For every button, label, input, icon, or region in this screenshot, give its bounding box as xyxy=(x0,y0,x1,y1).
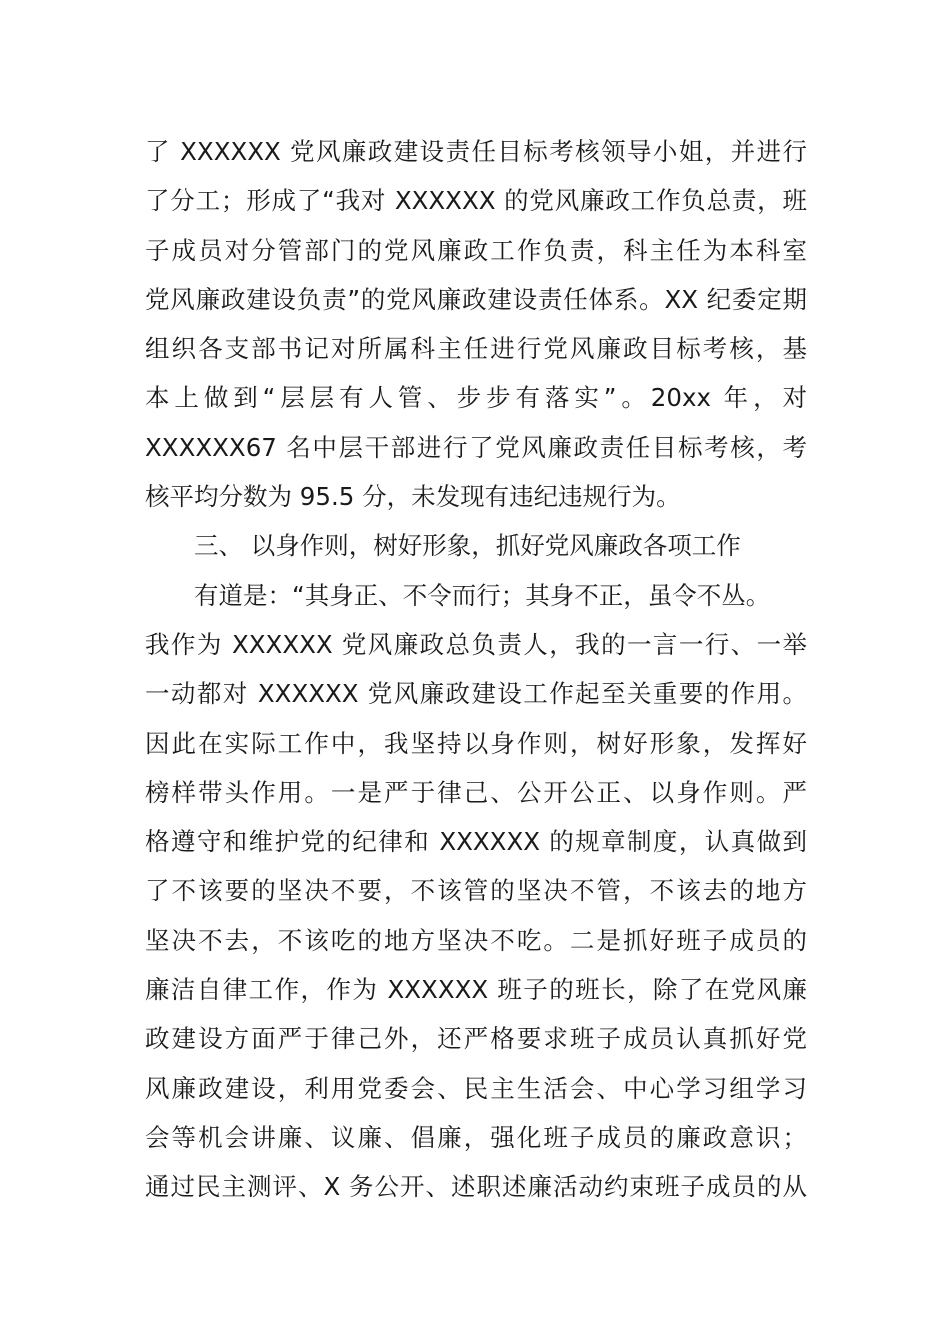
text-line: 我作为 XXXXXX 党风廉政总负责人，我的一言一行、一举 xyxy=(145,629,807,659)
text-line: 政建设方面严于律己外，还严格要求班子成员认真抓好党 xyxy=(145,1024,807,1054)
text-line: 本上做到“层层有人管、步步有落实”。20xx 年，对 xyxy=(145,383,807,413)
text-line: 坚决不去，不该吃的地方坚决不吃。二是抓好班子成员的 xyxy=(145,925,807,955)
text-line: 有道是：“其身正、不令而行；其身不正，虽令不丛。 xyxy=(194,580,771,610)
text-line: 了分工；形成了“我对 XXXXXX 的党风廉政工作负总责，班 xyxy=(145,186,807,216)
text-line: 党风廉政建设负责”的党风廉政建设责任体系。XX 纪委定期 xyxy=(145,284,807,314)
text-line: 一动都对 XXXXXX 党风廉政建设工作起至关重要的作用。 xyxy=(145,679,807,709)
text-line: XXXXXX67 名中层干部进行了党风廉政责任目标考核，考 xyxy=(145,432,807,462)
text-line: 会等机会讲廉、议廉、倡廉，强化班子成员的廉政意识； xyxy=(145,1122,807,1152)
text-line: 了不该要的坚决不要，不该管的坚决不管，不该去的地方 xyxy=(145,876,807,906)
text-line: 了 XXXXXX 党风廉政建设责任目标考核领导小姐，并进行 xyxy=(145,137,807,166)
text-line: 通过民主测评、X 务公开、述职述廉活动约束班子成员的从 xyxy=(145,1172,807,1202)
section-heading: 三、 以身作则，树好形象，抓好党风廉政各项工作 xyxy=(194,531,741,561)
text-line: 核平均分数为 95.5 分，未发现有违纪违规行为。 xyxy=(145,482,681,512)
text-line: 廉洁自律工作，作为 XXXXXX 班子的班长，除了在党风廉 xyxy=(145,975,807,1005)
text-line: 因此在实际工作中，我坚持以身作则，树好形象，发挥好 xyxy=(145,728,807,758)
text-line: 格遵守和维护党的纪律和 XXXXXX 的规章制度，认真做到 xyxy=(145,827,807,857)
text-line: 子成员对分管部门的党风廉政工作负责，科主任为本科室 xyxy=(145,235,807,265)
document-body xyxy=(145,127,807,1212)
text-line: 风廉政建设，利用党委会、民主生活会、中心学习组学习 xyxy=(145,1073,807,1103)
text-line: 组织各支部书记对所属科主任进行党风廉政目标考核，基 xyxy=(145,334,807,364)
text-line: 榜样带头作用。一是严于律己、公开公正、以身作则。严 xyxy=(145,777,807,807)
